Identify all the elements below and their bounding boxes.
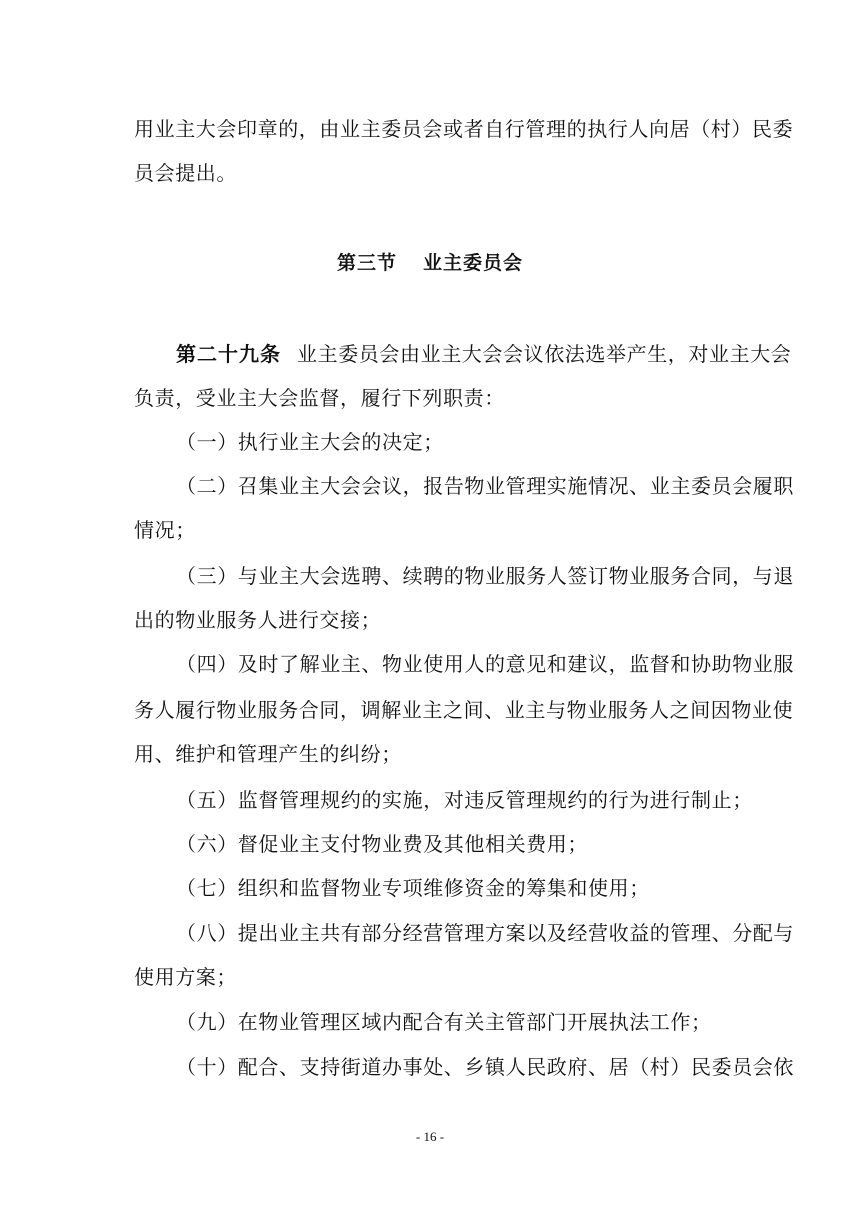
list-item: （八）提出业主共有部分经营管理方案以及经营收益的管理、分配与 [176,921,794,945]
list-item-continuation: 用、维护和管理产生的纠纷； [134,742,402,766]
article-intro-text: 业主委员会由业主大会会议依法选举产生，对业主大会 [297,342,792,366]
list-item: （六）督促业主支付物业费及其他相关费用； [176,832,588,856]
article-number: 第二十九条 [176,342,281,366]
list-item-continuation: 务人履行物业服务合同，调解业主之间、业主与物业服务人之间因物业使 [134,698,794,722]
section-title: 业主委员会 [423,252,524,274]
list-item: （五）监督管理规约的实施，对违反管理规约的行为进行制止； [176,788,753,812]
list-item-continuation: 使用方案； [134,965,237,989]
list-item: （七）组织和监督物业专项维修资金的筹集和使用； [176,876,650,900]
paragraph-line: 员会提出。 [134,161,237,185]
list-item-continuation: 出的物业服务人进行交接； [134,608,382,632]
page-number: - 16 - [415,1129,445,1144]
list-item: （三）与业主大会选聘、续聘的物业服务人签订物业服务合同，与退 [176,564,794,588]
list-item: （十）配合、支持街道办事处、乡镇人民政府、居（村）民委员会依 [176,1055,794,1079]
article-first-line [176,341,806,367]
list-item: （一）执行业主大会的决定； [176,430,444,454]
list-item: （四）及时了解业主、物业使用人的意见和建议，监督和协助物业服 [176,652,794,676]
paragraph-line: 负责，受业主大会监督，履行下列职责： [134,386,505,410]
section-number: 第三节 [336,252,397,274]
section-heading [0,250,860,276]
list-item: （二）召集业主大会会议，报告物业管理实施情况、业主委员会履职 [176,474,794,498]
list-item-continuation: 情况； [134,518,196,542]
paragraph-line: 用业主大会印章的，由业主委员会或者自行管理的执行人向居（村）民委 [134,117,794,141]
list-item: （九）在物业管理区域内配合有关主管部门开展执法工作； [176,1010,712,1034]
